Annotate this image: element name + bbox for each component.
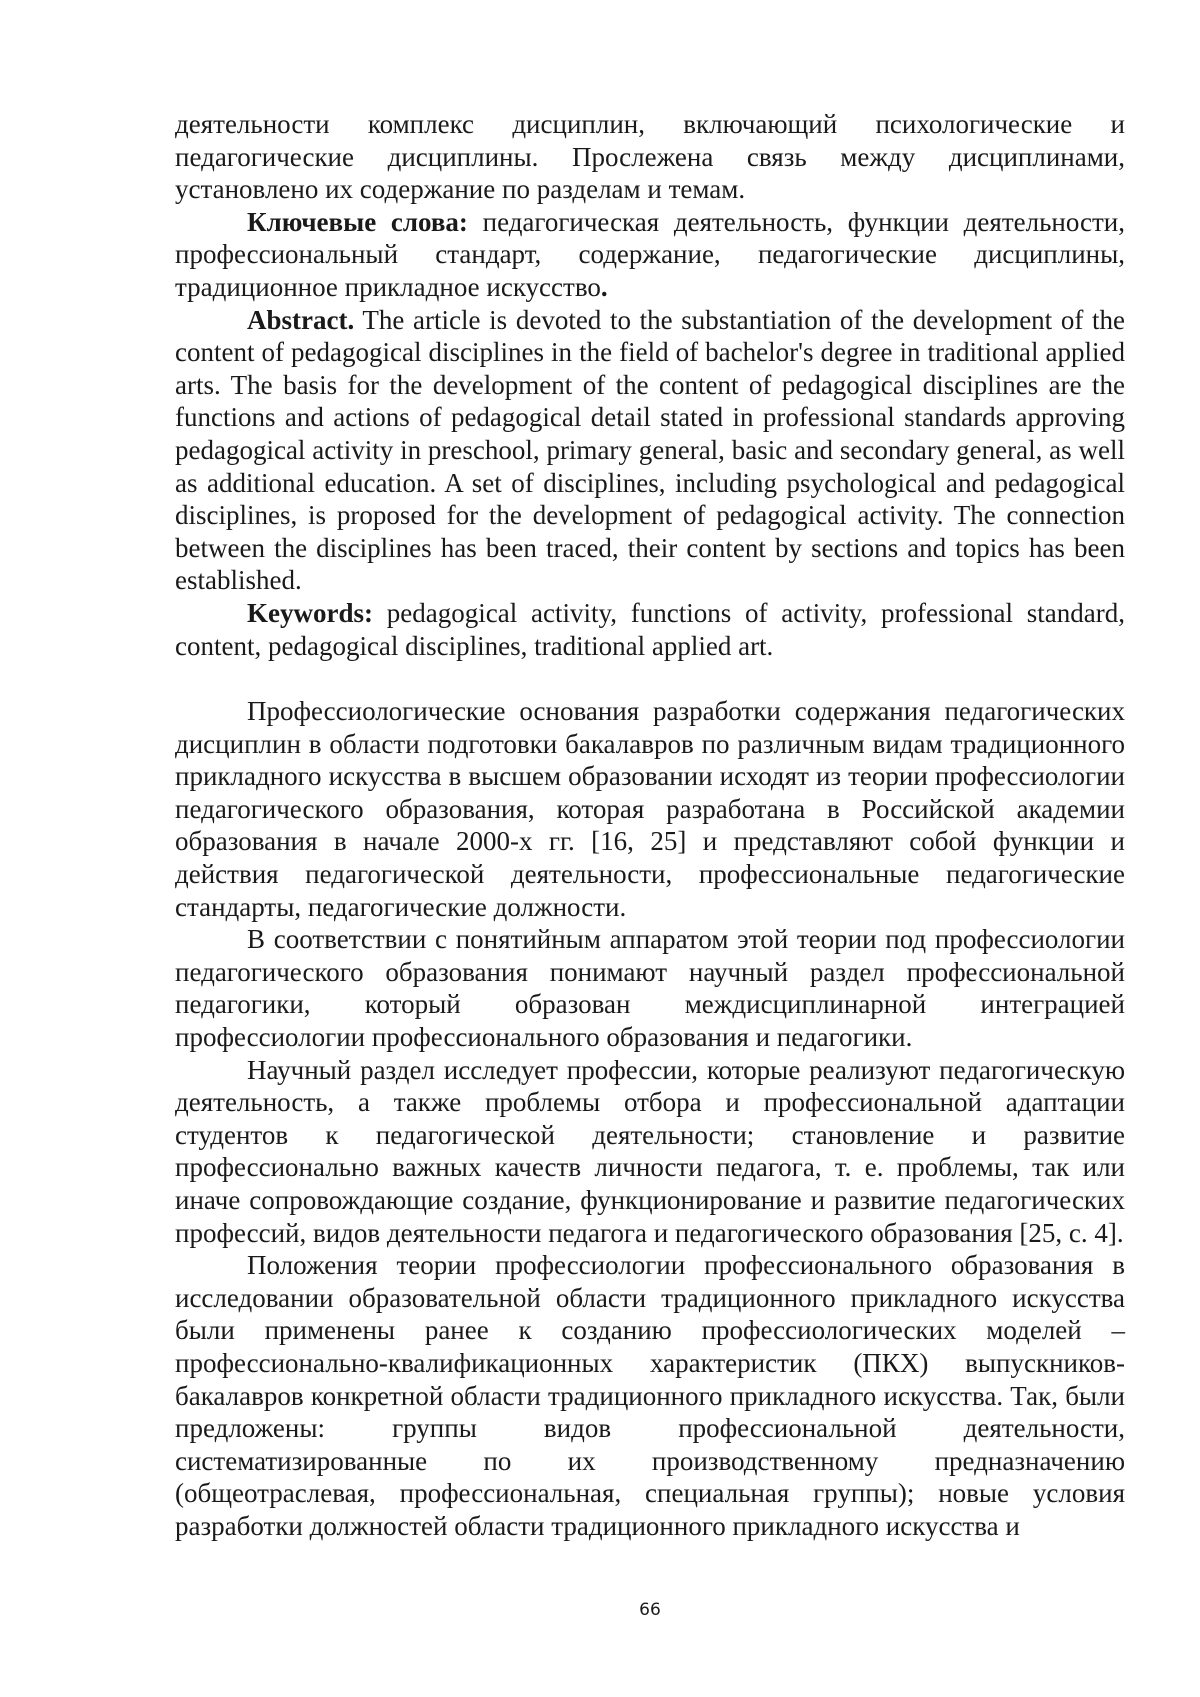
body-paragraph-3: Научный раздел исследует профессии, которые реализуют педагогическую деятельность, а также проблемы отбора и профессиональной адаптации студентов к педагогической деятельности; становление и развитие профессионально важных качеств личности педагога, т. е. проблемы, так или иначе сопровождающие создание, функционирование и развитие педагогических профессий, видов деятельности педагога и педагогического образования [25, с. 4]. — [175, 1054, 1125, 1248]
keywords-ru — [175, 206, 1125, 304]
document-page — [175, 108, 1125, 1543]
abstract-en — [175, 304, 1125, 597]
paragraph-spacer — [175, 662, 1125, 695]
keywords-en — [175, 597, 1125, 662]
body-paragraph-4: Положения теории профессиологии профессионального образования в исследовании образовательной области традиционного прикладного искусства были применены ранее к созданию профессиологических моделей – профессионально-квалификационных характеристик (ПКХ) выпускников-бакалавров конкретной области традиционного прикладного искусства. Так, были предложены: группы видов профессиональной деятельности, систематизированные по их производственному предназначению (общеотраслевая, профессиональная, специальная группы); новые условия разработки должностей области традиционного прикладного искусства и — [175, 1250, 1125, 1541]
abstract-ru-ending: деятельности комплекс дисциплин, включающий психологические и педагогические дисциплины. Прослежена связь между дисциплинами, установлено их содержание по разделам и темам. — [175, 109, 1125, 205]
abstract-en-label: Abstract. — [247, 304, 355, 335]
page-number: 66 — [639, 1600, 661, 1620]
abstract-en-text: The article is devoted to the substantiation of the development of the content of pedagogical disciplines in the field of bachelor's degree in traditional applied arts. The basis for the development of the content of pedagogical disciplines are the functions and actions of pedagogical detail stated in professional standards approving pedagogical activity in preschool, primary general, basic and secondary general, as well as additional education. A set of disciplines, including psychological and pedagogical disciplines, is proposed for the development of pedagogical activity. The connection between the disciplines has been traced, their content by sections and topics has been established. — [175, 304, 1125, 596]
keywords-ru-period: . — [600, 271, 608, 302]
keywords-en-label: Keywords: — [247, 597, 373, 628]
body-paragraph-2: В соответствии с понятийным аппаратом этой теории под профессиологии педагогического образования понимают научный раздел профессиональной педагогики, который образован междисциплинарной интеграцией профессиологии профессионального образования и педагогики. — [175, 924, 1125, 1053]
keywords-ru-label: Ключевые слова: — [247, 206, 468, 237]
keywords-ru-text: педагогическая деятельность, функции деятельности, профессиональный стандарт, содержание, педагогические дисциплины, традиционное прикладное искусство — [175, 206, 1125, 302]
keywords-en-text: pedagogical activity, functions of activity, professional standard, content, pedagogical disciplines, traditional applied art. — [175, 597, 1125, 661]
body-paragraph-1: Профессиологические основания разработки содержания педагогических дисциплин в области подготовки бакалавров по различным видам традиционного прикладного искусства в высшем образовании исходят из теории профессиологии педагогического образования, которая разработана в Российской академии образования в начале 2000-х гг. [16, 25] и представляют собой функции и действия педагогической деятельности, профессиональные педагогические стандарты, педагогические должности. — [175, 696, 1125, 922]
